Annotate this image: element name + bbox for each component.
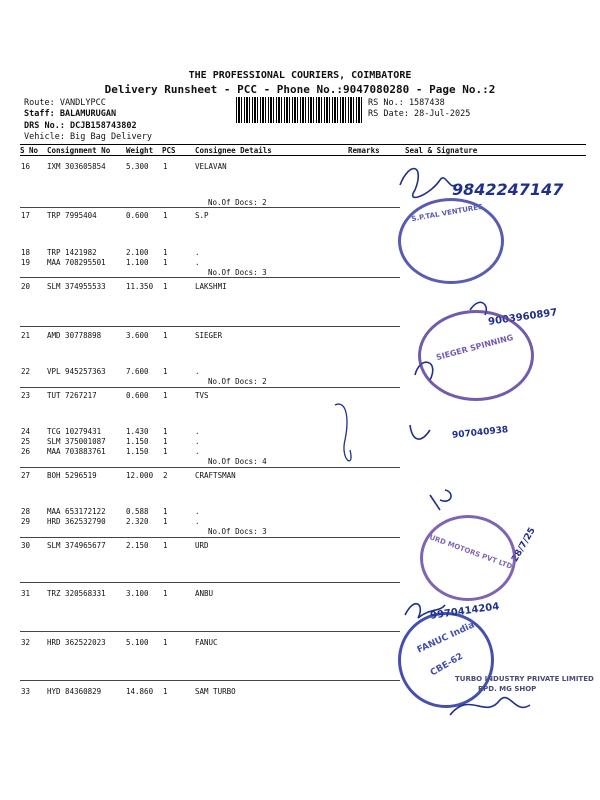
rs-date: RS Date: 28-Jul-2025 [368,109,471,119]
row-sno: 33 [21,687,31,696]
row-consignment: HYD 84360829 [47,687,102,696]
row-consignment: MAA 653172122 [47,507,106,516]
row-consignee: VELAVAN [195,162,227,171]
row-sno: 16 [21,162,31,171]
row-consignee: . [195,507,200,516]
row-weight: 0.588 [126,507,149,516]
row-pcs: 1 [163,447,168,456]
row-sno: 31 [21,589,31,598]
row-pcs: 1 [163,248,168,257]
row-consignment: TRP 1421982 [47,248,97,257]
row-pcs: 2 [163,471,168,480]
row-consignee: LAKSHMI [195,282,227,291]
row-sno: 28 [21,507,31,516]
handwritten-phone: 9842247147 [452,180,564,199]
row-weight: 1.430 [126,427,149,436]
row-weight: 5.300 [126,162,149,171]
row-pcs: 1 [163,687,168,696]
row-weight: 3.600 [126,331,149,340]
col-weight: Weight [126,146,154,155]
docs-note: No.Of Docs: 3 [208,268,267,277]
row-sno: 25 [21,437,31,446]
row-pcs: 1 [163,258,168,267]
handwritten-date: 28/7/25 [510,526,538,564]
row-consignment: TRZ 320568331 [47,589,106,598]
stamp-text: SIEGER SPINNING [435,332,515,363]
drs-label: DRS No.: DCJB158743802 [24,121,137,131]
row-weight: 14.860 [126,687,154,696]
stamp-text: URD MOTORS PVT LTD [428,533,514,571]
row-weight: 3.100 [126,589,149,598]
row-consignee: . [195,437,200,446]
row-pcs: 1 [163,211,168,220]
row-consignee: . [195,248,200,257]
row-consignment: VPL 945257363 [47,367,106,376]
row-sno: 30 [21,541,31,550]
row-weight: 7.600 [126,367,149,376]
rs-number: RS No.: 1587438 [368,98,445,108]
route-label: Route: VANDLYPCC [24,98,106,108]
row-pcs: 1 [163,507,168,516]
row-consignment: AMD 30778898 [47,331,102,340]
row-sno: 27 [21,471,31,480]
stamp-text: PPD. MG SHOP [478,685,537,693]
handwritten-phone: 907040938 [451,425,509,441]
signature-scribble [430,490,451,510]
col-pcs: PCS [162,146,176,155]
row-sno: 18 [21,248,31,257]
stamp-text: TURBO INDUSTRY PRIVATE LIMITED [455,675,594,683]
row-consignment: TRP 7995404 [47,211,97,220]
row-sno: 20 [21,282,31,291]
row-sno: 29 [21,517,31,526]
row-consignee: FANUC [195,638,218,647]
row-weight: 5.100 [126,638,149,647]
company-stamp [420,515,516,601]
row-weight: 1.100 [126,258,149,267]
row-consignment: HRD 362532790 [47,517,106,526]
col-consignee: Consignee Details [195,146,272,155]
company-stamp [398,612,494,708]
row-consignment: SLM 375001087 [47,437,106,446]
runsheet-subtitle: Delivery Runsheet - PCC - Phone No.:9047080280 - Page No.:2 [104,83,496,96]
row-pcs: 1 [163,282,168,291]
handwritten-phone: 9970414204 [429,601,501,622]
row-consignment: BOH 5296519 [47,471,97,480]
row-consignee: S.P [195,211,209,220]
row-sno: 19 [21,258,31,267]
stamp-text: S.P.TAL VENTURES [410,202,484,224]
signature-scribble [400,169,455,198]
row-consignee: . [195,517,200,526]
row-sno: 24 [21,427,31,436]
row-pcs: 1 [163,517,168,526]
row-weight: 2.100 [126,248,149,257]
row-pcs: 1 [163,638,168,647]
row-consignee: . [195,427,200,436]
row-pcs: 1 [163,427,168,436]
row-consignment: MAA 703883761 [47,447,106,456]
vehicle-label: Vehicle: Big Bag Delivery [24,132,152,142]
row-consignment: SLM 374955533 [47,282,106,291]
docs-note: No.Of Docs: 4 [208,457,267,466]
row-consignee: . [195,367,200,376]
row-consignee: . [195,447,200,456]
col-remarks: Remarks [348,146,380,155]
docs-note: No.Of Docs: 2 [208,377,267,386]
row-pcs: 1 [163,589,168,598]
docs-note: No.Of Docs: 2 [208,198,267,207]
row-consignment: MAA 708295501 [47,258,106,267]
row-sno: 32 [21,638,31,647]
row-sno: 22 [21,367,31,376]
row-consignee: URD [195,541,209,550]
row-weight: 1.150 [126,447,149,456]
row-consignee: TVS [195,391,209,400]
row-weight: 2.150 [126,541,149,550]
row-weight: 0.600 [126,391,149,400]
row-consignee: CRAFTSMAN [195,471,236,480]
staff-label: Staff: BALAMURUGAN [24,109,117,119]
signature-scribble [335,404,351,461]
row-consignment: SLM 374965677 [47,541,106,550]
row-consignee: SAM TURBO [195,687,236,696]
row-consignment: TUT 7267217 [47,391,97,400]
row-weight: 1.150 [126,437,149,446]
col-seal: Seal & Signature [405,146,478,155]
row-pcs: 1 [163,331,168,340]
col-sno: S No [20,146,39,155]
row-consignee: SIEGER [195,331,223,340]
row-consignment: IXM 303605854 [47,162,106,171]
company-title: THE PROFESSIONAL COURIERS, COIMBATORE [188,70,412,81]
signature-scribble [410,425,430,439]
docs-note: No.Of Docs: 3 [208,527,267,536]
row-pcs: 1 [163,541,168,550]
row-weight: 0.600 [126,211,149,220]
row-weight: 2.320 [126,517,149,526]
row-pcs: 1 [163,437,168,446]
row-pcs: 1 [163,162,168,171]
row-weight: 12.000 [126,471,154,480]
row-sno: 26 [21,447,31,456]
row-sno: 23 [21,391,31,400]
row-sno: 17 [21,211,31,220]
company-stamp [418,310,534,401]
row-sno: 21 [21,331,31,340]
stamp-text: CBE-62 [428,651,465,679]
company-stamp [398,198,504,284]
col-consignment: Consignment No [47,146,111,155]
row-weight: 11.350 [126,282,154,291]
stamp-text: FANUC India [415,620,477,656]
row-consignee: ANBU [195,589,214,598]
row-consignment: HRD 362522023 [47,638,106,647]
row-pcs: 1 [163,367,168,376]
row-consignment: TCG 10279431 [47,427,102,436]
row-pcs: 1 [163,391,168,400]
handwritten-phone: 9003960897 [487,307,559,328]
row-consignee: . [195,258,200,267]
